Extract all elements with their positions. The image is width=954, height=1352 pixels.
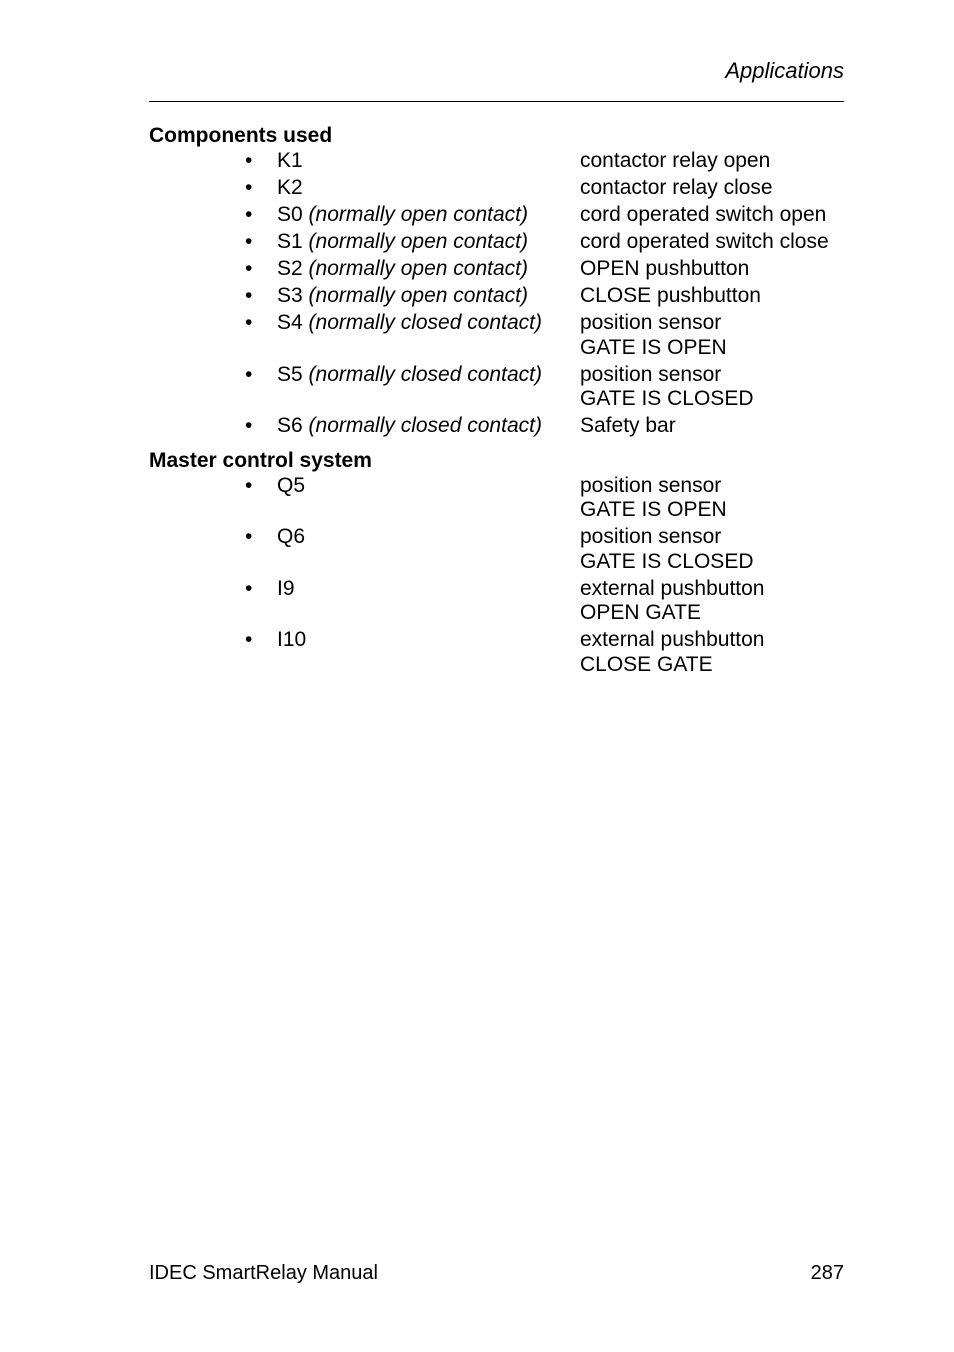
item-desc-line: external pushbutton (580, 628, 765, 651)
section-master-control-system (149, 447, 844, 678)
item-desc-line: contactor relay close (580, 176, 773, 199)
item-code: I10 (277, 628, 307, 651)
item-desc-line: Safety bar (580, 414, 676, 437)
section-heading: Components used (149, 124, 333, 147)
item-code: Q5 (277, 473, 306, 497)
item-note: (normally open contact) (308, 284, 528, 307)
bullet: • (245, 414, 253, 437)
item-note: (normally open contact) (308, 257, 528, 280)
item-code: Q6 (277, 525, 306, 548)
list-item (149, 525, 844, 574)
item-desc-line: GATE IS OPEN (580, 335, 727, 359)
bullet: • (245, 149, 253, 172)
list-item (149, 257, 844, 282)
item-code: K1 (277, 149, 303, 172)
bullet: • (245, 230, 253, 253)
bullet: • (245, 311, 253, 334)
bullet: • (245, 525, 253, 548)
item-desc-line: position sensor (580, 311, 722, 334)
item-desc-line: cord operated switch open (580, 203, 827, 226)
bullet: • (245, 203, 253, 226)
item-code: S2 (277, 257, 303, 280)
list-item (149, 176, 844, 201)
item-note: (normally open contact) (308, 203, 528, 226)
item-code: I9 (277, 576, 295, 600)
page-content (149, 122, 844, 680)
item-desc-line: position sensor (580, 362, 722, 386)
header-rule (149, 101, 844, 102)
item-desc-line: external pushbutton (580, 576, 765, 600)
bullet: • (245, 257, 253, 280)
item-desc-line: CLOSE GATE (580, 652, 713, 676)
bullet: • (245, 473, 253, 497)
bullet: • (245, 576, 253, 600)
item-code: S4 (277, 311, 303, 334)
item-desc-line: cord operated switch close (580, 230, 829, 253)
bullet: • (245, 176, 253, 199)
item-code: S6 (277, 414, 303, 437)
list-item (149, 149, 844, 174)
item-desc-line: position sensor (580, 473, 722, 497)
item-desc-line: OPEN pushbutton (580, 257, 750, 280)
bullet: • (245, 284, 253, 307)
list-item (149, 311, 844, 360)
item-list (149, 474, 844, 678)
item-desc-line: position sensor (580, 525, 722, 548)
list-item (149, 577, 844, 626)
list-item (149, 203, 844, 228)
item-note: (normally closed contact) (308, 414, 542, 437)
item-code: S5 (277, 362, 303, 386)
page-header-title: Applications (725, 58, 844, 83)
item-desc-line: contactor relay open (580, 149, 771, 172)
list-item (149, 284, 844, 309)
item-list (149, 149, 844, 439)
section-components-used (149, 122, 844, 439)
item-desc-line: OPEN GATE (580, 601, 701, 624)
item-code: S3 (277, 284, 303, 307)
item-code: S0 (277, 203, 303, 226)
item-desc-line: GATE IS CLOSED (580, 549, 754, 573)
bullet: • (245, 362, 253, 386)
item-code: K2 (277, 176, 303, 199)
item-desc-line: CLOSE pushbutton (580, 284, 761, 307)
item-note: (normally open contact) (308, 230, 528, 253)
list-item (149, 414, 844, 439)
list-item (149, 628, 844, 677)
section-heading: Master control system (149, 448, 372, 472)
footer-manual-title: IDEC SmartRelay Manual (149, 1262, 378, 1284)
list-item (149, 474, 844, 523)
item-note: (normally closed contact) (308, 362, 542, 386)
bullet: • (245, 628, 253, 651)
item-code: S1 (277, 230, 303, 253)
list-item (149, 230, 844, 255)
item-desc-line: GATE IS CLOSED (580, 387, 754, 410)
item-note: (normally closed contact) (308, 311, 542, 334)
list-item (149, 363, 844, 412)
footer-page-number: 287 (810, 1262, 844, 1284)
item-desc-line: GATE IS OPEN (580, 498, 727, 521)
